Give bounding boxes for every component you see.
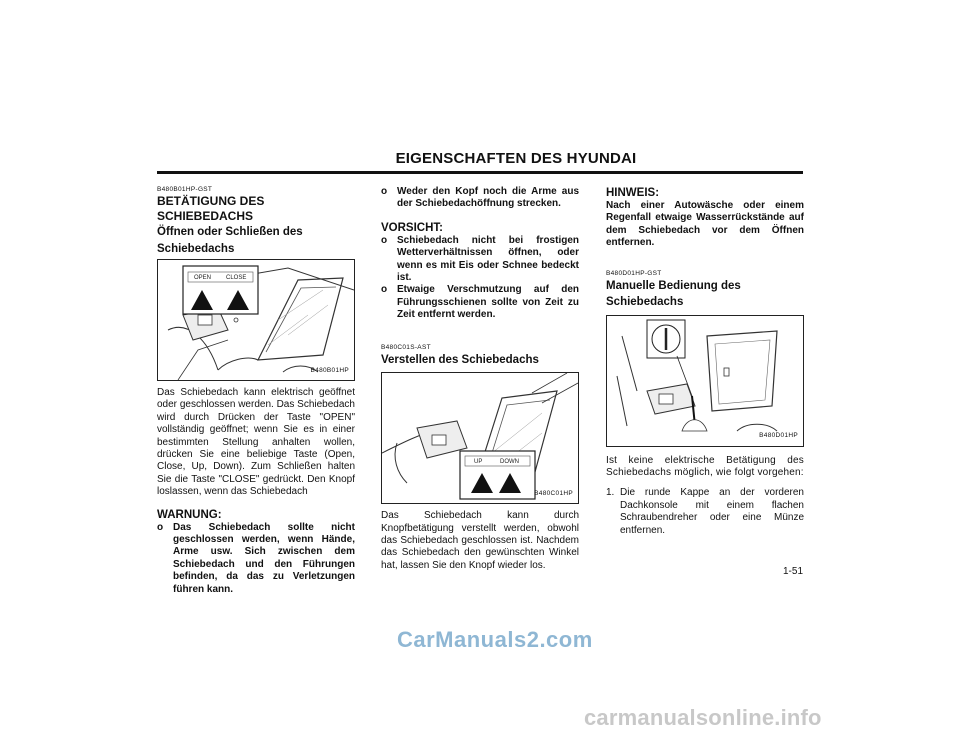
- left-column: [157, 186, 355, 596]
- warning-text: Weder den Kopf noch die Arme aus der Schiebedachöffnung strecken.: [397, 186, 579, 210]
- right-column: [606, 186, 804, 537]
- sunroof-tilt-illustration: [382, 373, 578, 503]
- open-button-label: OPEN: [194, 275, 212, 281]
- body-text: Ist keine elektrische Betätigung des Schiebedachs möglich, wie folgt vorgehen:: [606, 454, 804, 479]
- bullet-marker: o: [381, 186, 388, 197]
- body-text: Das Schiebedach kann durch Knopfbetätigung verstellt werden, obwohl das Schiebedach geschlossen ist. Nachdem das Schiebedach den gewünschten Winkel hat, lassen Sie den Knopf wieder los.: [381, 510, 579, 571]
- bullet-marker: o: [157, 521, 164, 533]
- warning-item: [381, 186, 579, 211]
- section-heading: Verstellen des Schiebedachs: [381, 353, 539, 366]
- bottom-url: carmanualsonline.info: [584, 705, 822, 730]
- warning-text: Das Schiebedach sollte nicht geschlossen werden, wenn Hände, Arme usw. Sich zwischen dem Schiebedach und den Führungen befinden, da das zu Verletzungen führen kann.: [173, 521, 355, 595]
- step-item: [606, 487, 804, 537]
- manual-operation-illustration: [607, 316, 803, 446]
- up-button-label: UP: [474, 459, 483, 466]
- caution-title: VORSICHT:: [381, 221, 443, 234]
- section-subheading: Öffnen oder Schließen des Schiebedachs: [157, 226, 303, 255]
- caution-item: [381, 235, 579, 285]
- section-code: B480B01HP-GST: [157, 186, 213, 193]
- warning-item: [157, 522, 355, 596]
- sunroof-tilt-figure: [381, 372, 579, 504]
- watermark: CarManuals2.com: [397, 627, 593, 652]
- caution-item: [381, 284, 579, 321]
- body-text: Das Schiebedach kann elektrisch geöffnet oder geschlossen werden. Das Schiebedach wird durch Drücken der Taste "OPEN" vollständig geöffnet; wenn Sie es in einer bestimmten Stellung anhalten wollen, drücken Sie eine beliebige Taste (Open, Close, Up, Down). Zum Schließen halten Sie die Taste "CLOSE" gedrückt. Den Knopf loslassen, wenn das Schiebedach: [157, 387, 355, 498]
- page-title: EIGENSCHAFTEN DES HYUNDAI: [395, 150, 637, 167]
- header-rule: [157, 171, 803, 174]
- caution-text: Schiebedach nicht bei frostigen Wetterverhältnissen öffnen, oder wenn es mit Eis oder Schnee bedeckt ist.: [397, 234, 579, 284]
- sunroof-open-close-illustration: [158, 260, 354, 380]
- warning-title: WARNUNG:: [157, 508, 222, 521]
- section-heading: Manuelle Bedienung des Schiebedachs: [606, 279, 741, 309]
- bullet-marker: o: [381, 284, 388, 296]
- figure-caption: B480B01HP: [310, 366, 349, 374]
- figure-caption: B480C01HP: [534, 489, 573, 497]
- section-code: B480C01S-AST: [381, 343, 431, 351]
- section-heading: BETÄTIGUNG DES SCHIEBEDACHS: [157, 194, 265, 223]
- down-button-label: DOWN: [500, 459, 519, 466]
- section-code: B480D01HP-GST: [606, 269, 662, 277]
- page-number: 1-51: [783, 566, 804, 577]
- bullet-marker: o: [381, 234, 388, 246]
- close-button-label: CLOSE: [226, 275, 247, 281]
- note-title: HINWEIS:: [606, 187, 660, 199]
- step-text: Die runde Kappe an der vorderen Dachkonsole mit einem flachen Schraubendreher oder eine Münze entfernen.: [620, 487, 804, 536]
- sunroof-open-close-figure: [157, 259, 355, 381]
- middle-column: [381, 186, 579, 572]
- step-number: 1.: [606, 487, 615, 499]
- caution-text: Etwaige Verschmutzung auf den Führungsschienen sollte von Zeit zu Zeit entfernt werden.: [397, 284, 579, 321]
- note-text: Nach einer Autowäsche oder einem Regenfall etwaige Wasserrückstände auf dem Schiebedach vor dem Öffnen entfernen.: [606, 200, 804, 249]
- manual-operation-figure: [606, 315, 804, 447]
- figure-caption: B480D01HP: [759, 432, 798, 440]
